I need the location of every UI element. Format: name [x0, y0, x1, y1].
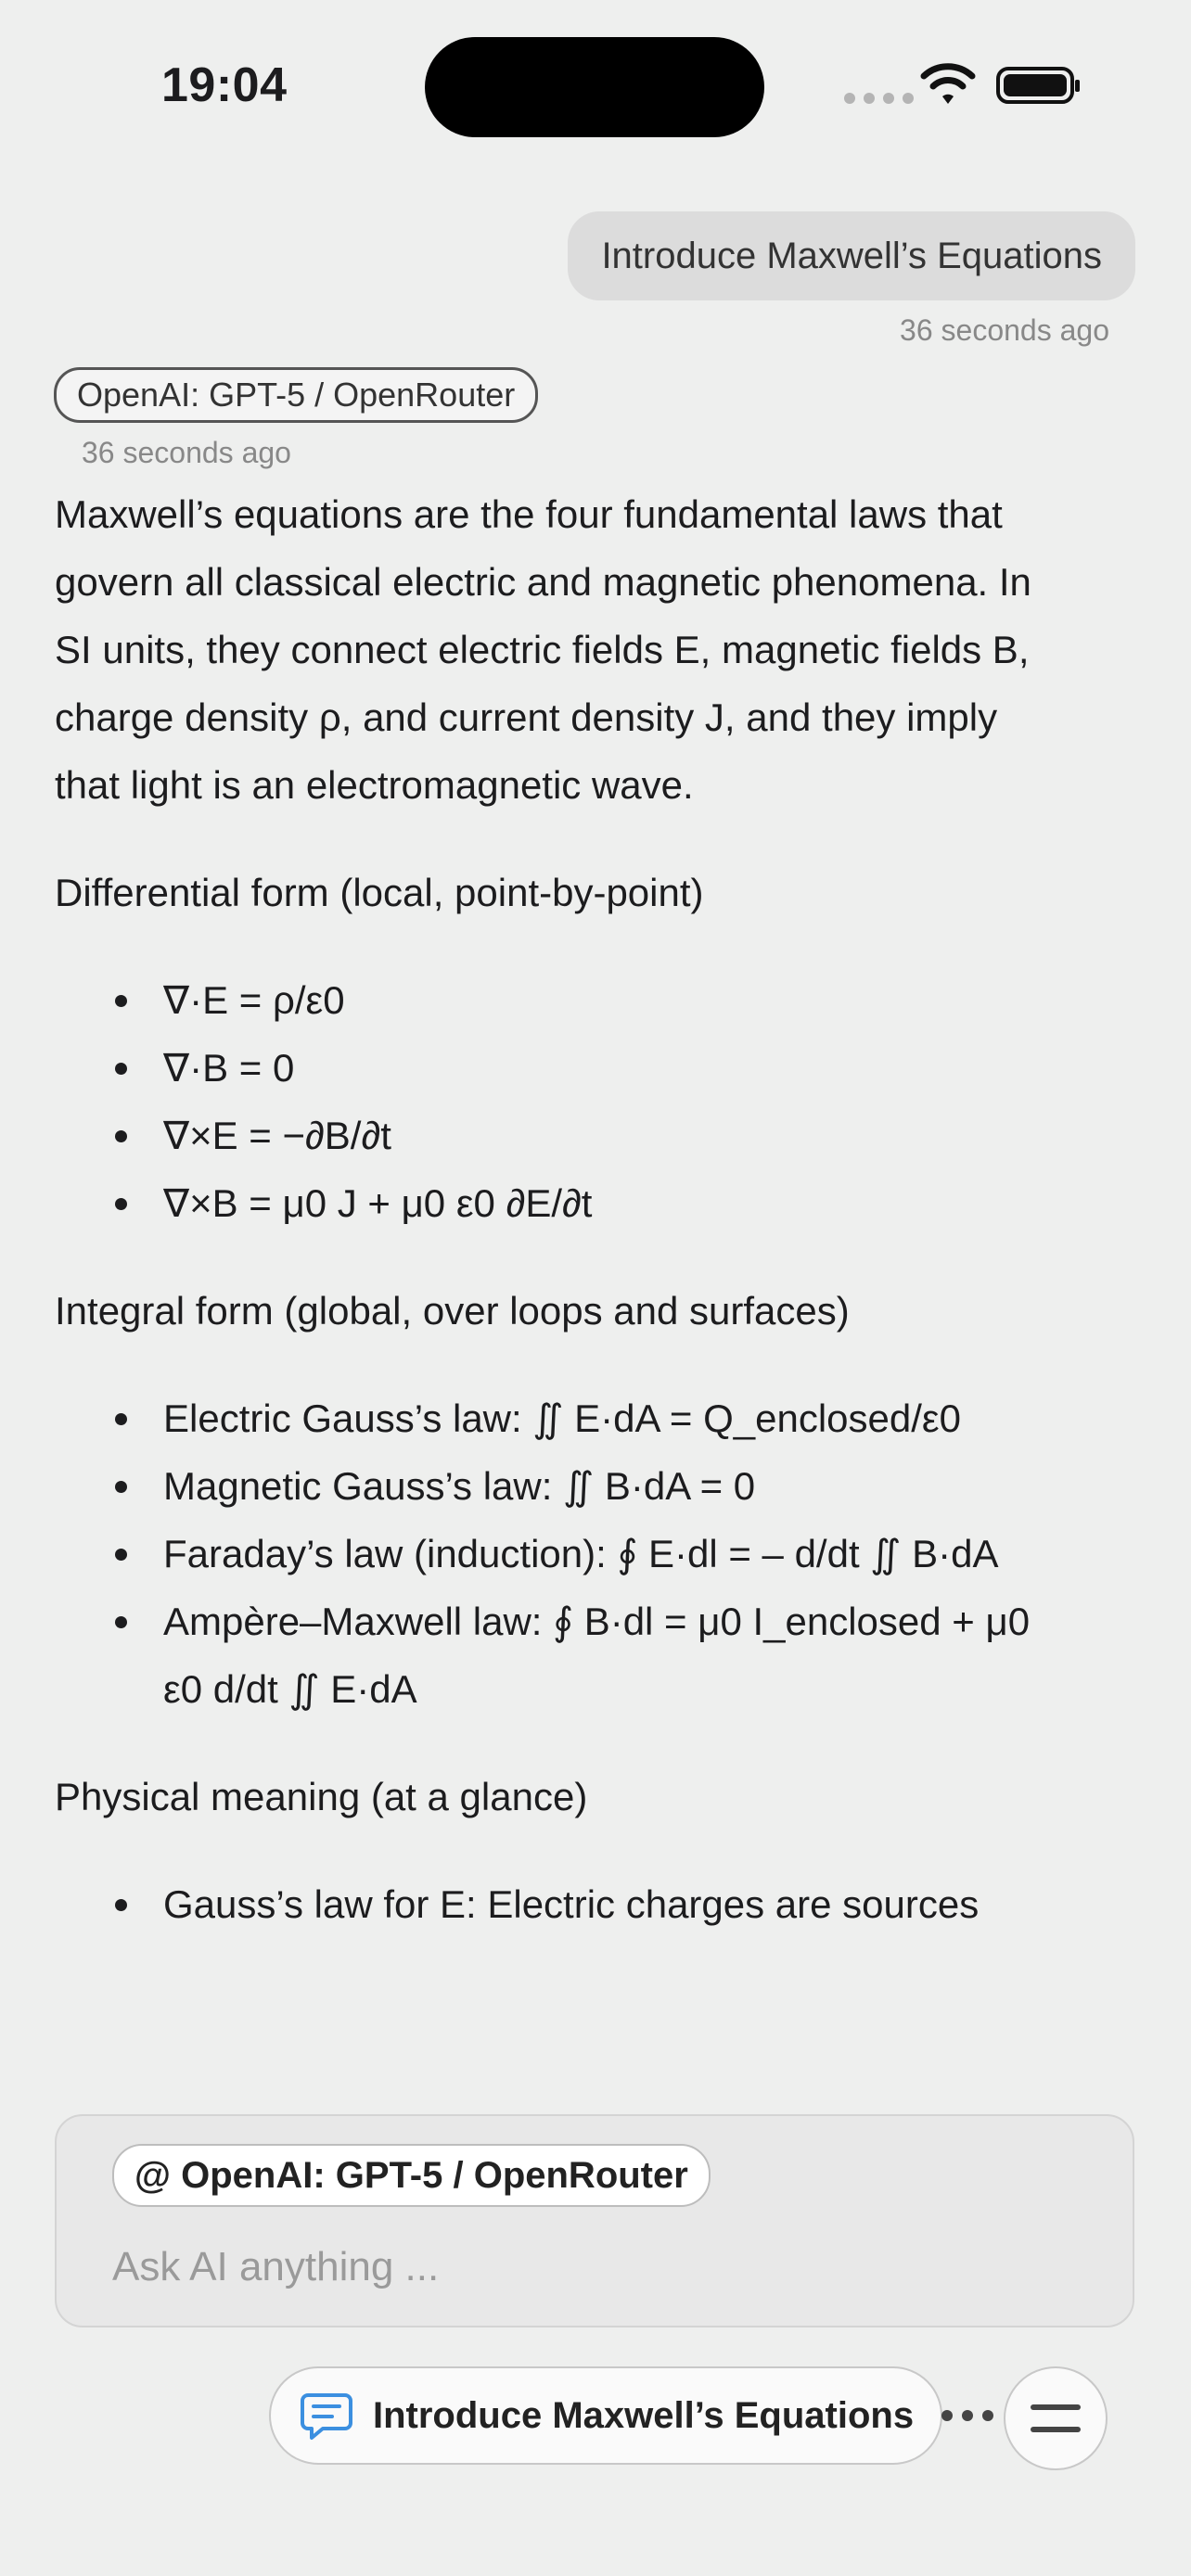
- physical-meaning-heading: Physical meaning (at a glance): [55, 1775, 588, 1818]
- ellipsis-icon[interactable]: [941, 2410, 993, 2421]
- dynamic-island: [425, 37, 764, 137]
- list-item: ∇×B = μ0 J + μ0 ε0 ∂E/∂t: [163, 1169, 1057, 1237]
- user-message-text: Introduce Maxwell’s Equations: [601, 235, 1102, 276]
- list-item: Magnetic Gauss’s law: ∬ B·dA = 0: [163, 1452, 1057, 1520]
- thread-title: Introduce Maxwell’s Equations: [373, 2394, 915, 2436]
- list-item: Ampère–Maxwell law: ∮ B·dl = μ0 I_enclosed + μ0 ε0 d/dt ∬ E·dA: [163, 1588, 1057, 1723]
- message-input[interactable]: [112, 2244, 1077, 2290]
- hamburger-menu-icon[interactable]: [1004, 2366, 1108, 2470]
- list-item: Faraday’s law (induction): ∮ E·dl = – d/dt ∬ B·dA: [163, 1520, 1057, 1588]
- list-item: Electric Gauss’s law: ∬ E·dA = Q_enclosed/ε0: [163, 1384, 1057, 1452]
- list-item: Gauss’s law for E: Electric charges are sources: [163, 1870, 1057, 1938]
- model-badge[interactable]: [54, 367, 538, 423]
- intro-paragraph: Maxwell’s equations are the four fundamental laws that govern all classical electric and magnetic phenomena. In SI units, they connect electric fields E, magnetic fields B, charge density ρ, and current density J, and they imply that light is an electromagnetic wave.: [55, 492, 1031, 807]
- list-item: ∇×E = −∂B/∂t: [163, 1102, 1057, 1169]
- cellular-signal-icon: [844, 93, 914, 104]
- differential-form-list: [55, 966, 1057, 1237]
- integral-form-heading: Integral form (global, over loops and surfaces): [55, 1289, 850, 1333]
- model-mention-chip[interactable]: [112, 2144, 711, 2207]
- integral-form-list: [55, 1384, 1057, 1723]
- list-item: ∇·E = ρ/ε0: [163, 966, 1057, 1034]
- model-badge-label: OpenAI: GPT-5 / OpenRouter: [77, 376, 516, 414]
- battery-icon: [996, 67, 1074, 104]
- model-mention-label: @ OpenAI: GPT-5 / OpenRouter: [134, 2154, 688, 2196]
- message-composer[interactable]: [55, 2114, 1134, 2327]
- physical-meaning-list: [55, 1870, 1057, 1938]
- wifi-icon: [920, 61, 976, 108]
- assistant-message-timestamp: 36 seconds ago: [82, 436, 291, 469]
- chat-bubble-icon: [299, 2388, 354, 2443]
- status-time: 19:04: [161, 58, 288, 112]
- thread-switcher[interactable]: [269, 2366, 942, 2465]
- list-item: ∇·B = 0: [163, 1034, 1057, 1102]
- user-message-bubble[interactable]: [568, 211, 1135, 300]
- user-message-timestamp: 36 seconds ago: [900, 313, 1109, 347]
- differential-form-heading: Differential form (local, point-by-point): [55, 871, 704, 914]
- scroll-fade: [0, 2031, 1191, 2114]
- assistant-message-body: [55, 480, 1057, 2089]
